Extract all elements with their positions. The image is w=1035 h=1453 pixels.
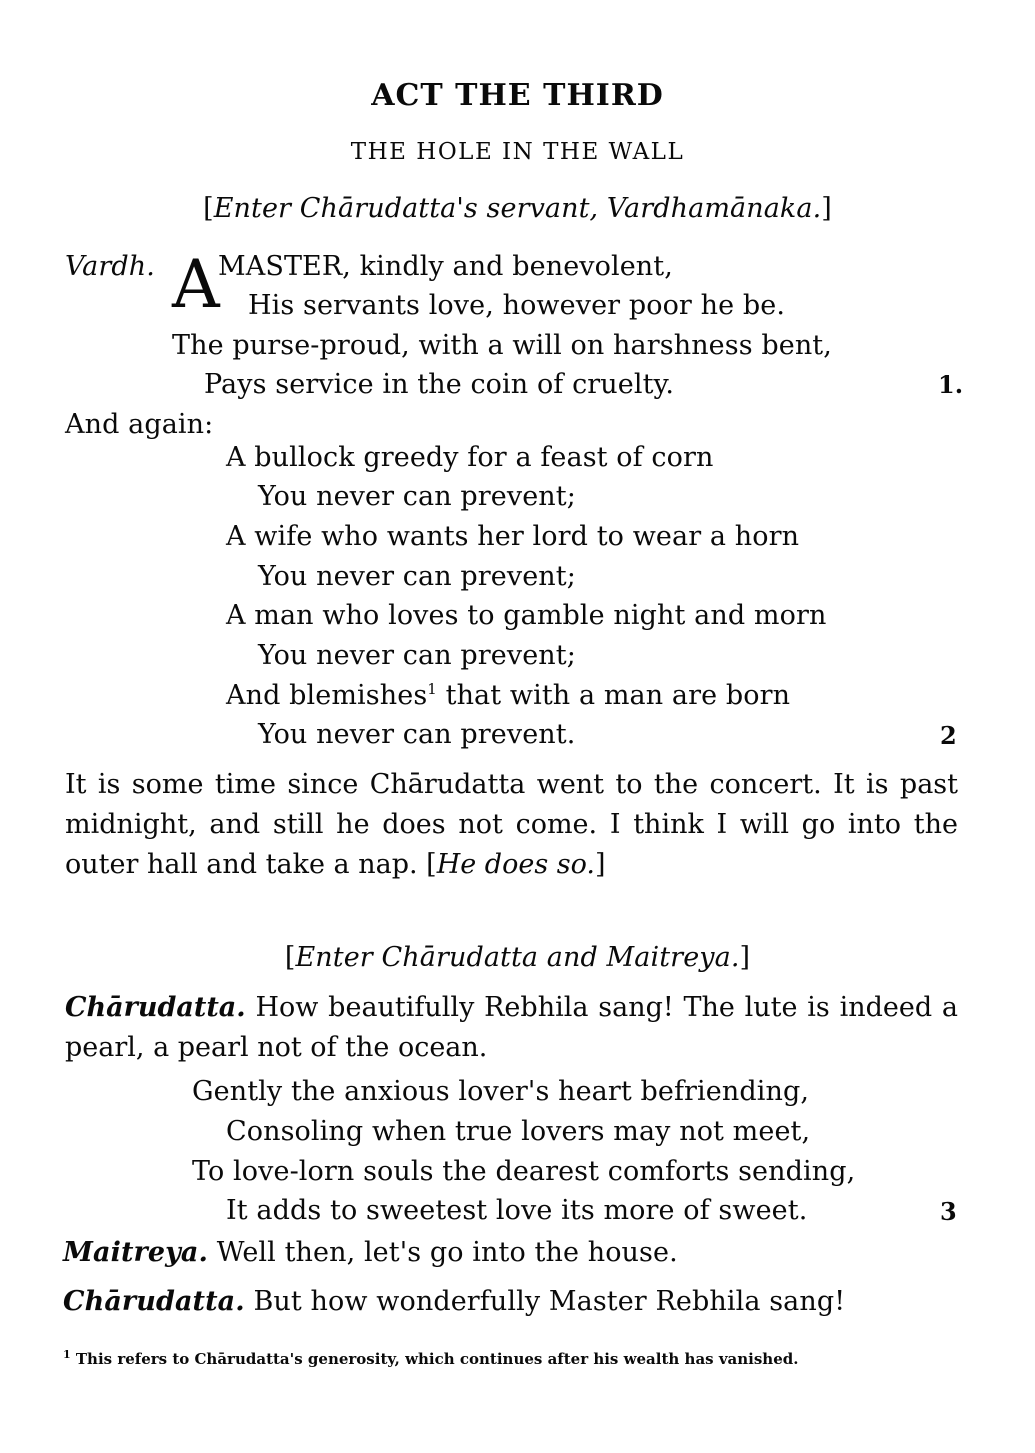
verse-number-3: 3 bbox=[940, 1197, 957, 1226]
verse3-line4: It adds to sweetest love its more of sweet. bbox=[226, 1195, 808, 1226]
speaker-charudatta: Chārudatta. bbox=[63, 1286, 245, 1317]
verse2-line6: You never can prevent; bbox=[258, 640, 576, 671]
verse-number-2: 2 bbox=[940, 721, 957, 750]
verse3-line1: Gently the anxious lover's heart befriending, bbox=[192, 1076, 810, 1107]
drop-cap: A bbox=[172, 246, 220, 323]
verse1-line4: Pays service in the coin of cruelty. bbox=[204, 369, 675, 400]
footnote-ref-1: 1 bbox=[427, 680, 437, 698]
stage-direction-2: [Enter Chārudatta and Maitreya.] bbox=[284, 942, 751, 973]
speaker-maitreya: Maitreya. bbox=[63, 1237, 208, 1268]
verse2-line3: A wife who wants her lord to wear a horn bbox=[226, 521, 800, 552]
verse3-line2: Consoling when true lovers may not meet, bbox=[226, 1116, 811, 1147]
verse2-line8: You never can prevent. bbox=[258, 719, 576, 750]
speaker-charudatta: Chārudatta. bbox=[65, 992, 246, 1023]
verse2-line2: You never can prevent; bbox=[258, 481, 576, 512]
prose-paragraph-1: It is some time since Chārudatta went to the concert. It is past midnight, and still he does not come. I think I will go into the outer hall and take a nap. [He does so.] bbox=[65, 769, 958, 880]
verse1-line3: The purse-proud, with a will on harshness bent, bbox=[172, 330, 832, 361]
speaker-vardh: Vardh. bbox=[65, 251, 155, 282]
act-title: ACT THE THIRD bbox=[371, 78, 664, 113]
verse2-line5: A man who loves to gamble night and morn bbox=[226, 600, 827, 631]
verse-number-1: 1. bbox=[938, 370, 964, 399]
verse1-line2: His servants love, however poor he be. bbox=[248, 290, 786, 321]
footnote: $^1$ This refers to Chārudatta's generosity, which continues after his wealth has vanished. bbox=[63, 1348, 799, 1368]
verse2-line7: And blemishes$^1$ that with a man are born bbox=[226, 680, 791, 711]
verse2-line1: A bullock greedy for a feast of corn bbox=[226, 442, 714, 473]
verse2-line4: You never can prevent; bbox=[258, 561, 576, 592]
verse1-line1: MASTER, kindly and benevolent, bbox=[218, 251, 673, 282]
act-subtitle: THE HOLE IN THE WALL bbox=[350, 139, 685, 165]
verse3-line3: To love-lorn souls the dearest comforts sending, bbox=[192, 1156, 856, 1187]
and-again: And again: bbox=[65, 409, 214, 440]
speech-charudatta-2: Chārudatta. But how wonderfully Master Rebhila sang! bbox=[63, 1286, 846, 1317]
speech-maitreya: Maitreya. Well then, let's go into the house. bbox=[63, 1237, 678, 1268]
speech-charudatta-1: Chārudatta. How beautifully Rebhila sang! The lute is indeed a pearl, a pearl not of the ocean. bbox=[65, 992, 958, 1063]
stage-direction-1: [Enter Chārudatta's servant, Vardhamānaka.] bbox=[203, 193, 832, 224]
